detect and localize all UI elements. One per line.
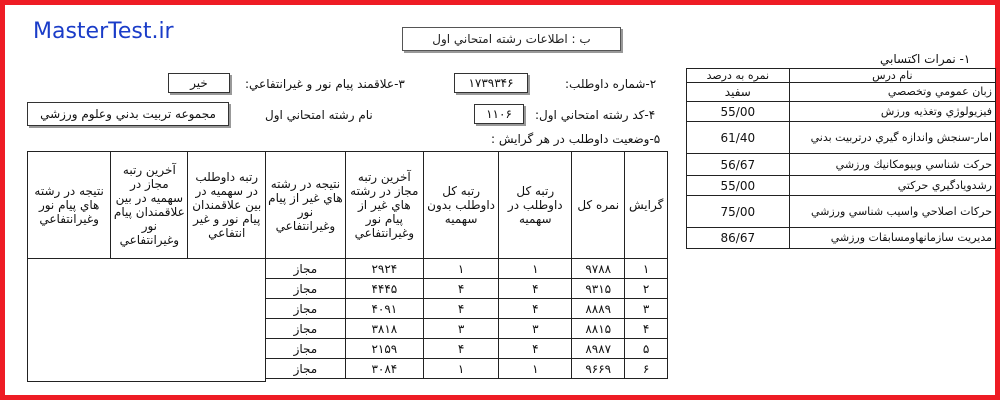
grades-col-grade: نمره به درصد [687,69,790,83]
result-cell: مجاز [266,339,346,359]
status-row [266,359,668,379]
rank-noquota-cell: ۴ [423,299,499,319]
track-cell: ۶ [625,359,668,379]
student-no-value: ١٧٣٩٣۴۶ [454,73,528,93]
student-no-label: ٢-شماره داوطلب: [565,77,657,91]
interest-label: ٣-علاقمند پيام نور و غيرانتفاعي: [245,77,405,91]
rank-quota-cell: ۴ [499,339,572,359]
col-header-result: نتيجه در رشته هاي غير از پيام نور وغيرانتفاعي [266,152,346,259]
col-header-result-pn: نتيجه در رشته هاي پيام نور وغيرانتفاعي [28,152,111,259]
rank-quota-cell: ١ [499,259,572,279]
status-table-extra [27,151,266,382]
status-extra-header-row [28,152,266,259]
course-grade: سفيد [687,83,790,102]
score-cell: ٩۶۶٩ [572,359,625,379]
result-cell: مجاز [266,279,346,299]
field-name-label: نام رشته امتحاني اول [265,108,373,122]
grade-row [687,83,996,102]
status-row [266,339,668,359]
course-name: امار-سنجش واندازه گيري درتربيت بدني [789,122,995,154]
result-cell: مجاز [266,319,346,339]
course-name: حركات اصلاحي واسيب شناسي ورزشي [789,196,995,228]
score-cell: ٨٨١۵ [572,319,625,339]
rank-noquota-cell: ۴ [423,279,499,299]
grades-col-name: نام درس [789,69,995,83]
course-grade: 75/00 [687,196,790,228]
grade-row [687,102,996,122]
course-grade: 86/67 [687,228,790,249]
course-name: حركت شناسي وبيومكانيك ورزشي [789,154,995,176]
last-rank-cell: ٢٩٢۴ [345,259,423,279]
course-name: مديريت سازمانهاومسابقات ورزشي [789,228,995,249]
last-rank-cell: ٣٨١٨ [345,319,423,339]
result-cell: مجاز [266,259,346,279]
status-label: ۵-وضعيت داوطلب در هر گرايش : [491,132,661,146]
grade-row [687,196,996,228]
grade-row [687,176,996,196]
rank-noquota-cell: ۴ [423,339,499,359]
track-cell: ٣ [625,299,668,319]
col-header-last-rank: آخرين رتبه مجاز در رشته هاي غير از پيام نور وغيرانتفاعي [345,152,423,259]
field-code-value: ١١٠۶ [474,104,524,124]
col-header-quota-rank-pn: رتبه داوطلب در سهميه در بين علاقمندان پيام نور و غير انتفاعي [188,152,266,259]
interest-value: خير [168,73,230,93]
course-grade: 56/67 [687,154,790,176]
status-row [266,259,668,279]
status-row [266,299,668,319]
result-cell: مجاز [266,359,346,379]
last-rank-cell: ٣٠٨۴ [345,359,423,379]
field-name-value: مجموعه تربيت بدني وعلوم ورزشي [27,102,229,126]
grade-row [687,122,996,154]
rank-quota-cell: ۴ [499,279,572,299]
course-name: رشدويادگيري حركتي [789,176,995,196]
status-table [265,151,668,379]
course-grade: 55/00 [687,102,790,122]
last-rank-cell: ۴۴۴۵ [345,279,423,299]
empty-results-block [28,259,266,382]
last-rank-cell: ۴٠٩١ [345,299,423,319]
course-name: فيزيولوژي وتغذيه ورزش [789,102,995,122]
rank-quota-cell: ٣ [499,319,572,339]
status-row [266,279,668,299]
rank-noquota-cell: ١ [423,359,499,379]
rank-quota-cell: ١ [499,359,572,379]
col-header-score: نمره كل [572,152,625,259]
track-cell: ١ [625,259,668,279]
grades-title: ١- نمرات اكتسابي [880,52,971,66]
col-header-rank-quota: رتبه كل داوطلب در سهميه [499,152,572,259]
result-cell: مجاز [266,299,346,319]
rank-noquota-cell: ٣ [423,319,499,339]
score-cell: ٨٩٨٧ [572,339,625,359]
col-header-last-rank-pn: آخرين رتبه مجاز در سهميه در بين علاقمندان پيام نور وغيرانتفاعي [111,152,188,259]
track-cell: ۵ [625,339,668,359]
field-code-label: ۴-كد رشته امتحاني اول: [535,108,656,122]
site-name: MasterTest.ir [33,19,174,44]
rank-noquota-cell: ١ [423,259,499,279]
section-title: ب : اطلاعات رشته امتحاني اول [402,27,621,51]
score-cell: ٩٧٨٨ [572,259,625,279]
course-grade: 55/00 [687,176,790,196]
score-cell: ٩٣١۵ [572,279,625,299]
course-grade: 61/40 [687,122,790,154]
rank-quota-cell: ۴ [499,299,572,319]
col-header-track: گرايش [625,152,668,259]
track-cell: ۴ [625,319,668,339]
score-cell: ٨٨٨٩ [572,299,625,319]
col-header-rank-noquota: رتبه كل داوطلب بدون سهميه [423,152,499,259]
grade-row [687,228,996,249]
course-name: زبان عمومي وتخصصي [789,83,995,102]
status-header-row [266,152,668,259]
status-row [266,319,668,339]
track-cell: ٢ [625,279,668,299]
grades-table [686,68,996,249]
last-rank-cell: ٢١۵٩ [345,339,423,359]
grade-row [687,154,996,176]
